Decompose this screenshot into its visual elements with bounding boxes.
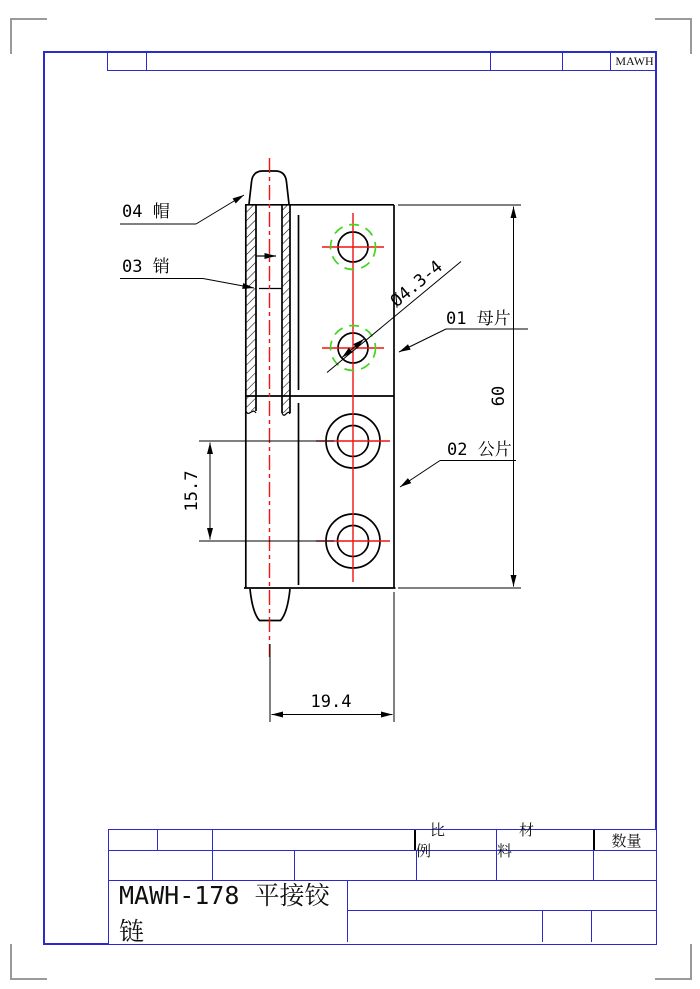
titleblock-cell [348, 881, 656, 911]
dimension-hole-diameter: Ø4.3-4 [386, 256, 447, 312]
dimension-leaf-height: 60 [489, 385, 509, 407]
titleblock-cell [348, 911, 542, 942]
part-label-cap: 04 帽 [122, 202, 170, 222]
quantity-label: 数量 [593, 830, 658, 850]
scale-label: 比 例 [414, 830, 496, 850]
titleblock-subrow [348, 911, 656, 942]
titleblock-right-group [348, 881, 656, 942]
titleblock-cell [109, 830, 157, 850]
part-label-pin: 03 销 [122, 257, 170, 277]
title-block-header-row [109, 823, 656, 860]
title-block-row [109, 880, 656, 946]
knuckle-hatch-left [246, 205, 255, 411]
titleblock-cell [157, 830, 212, 850]
knuckle-hatch-right [283, 205, 290, 413]
titleblock-cell [593, 851, 658, 880]
titleblock-cell [591, 911, 656, 942]
part-label-female-leaf: 01 母片 [446, 309, 511, 329]
titleblock-cell [212, 830, 414, 850]
titleblock-cell [416, 851, 496, 880]
drawing-title: MAWH-178 平接铰链 [109, 881, 348, 942]
part-outline [244, 171, 396, 621]
sheet-code: MAWH [615, 54, 654, 68]
titleblock-cell [496, 851, 593, 880]
title-block [108, 823, 657, 946]
titleblock-cell [542, 911, 591, 942]
material-label: 材 料 [496, 830, 593, 850]
dimension-hole-spacing: 15.7 [182, 470, 202, 512]
dimension-leaf-width: 19.4 [310, 692, 352, 712]
part-label-male-leaf: 02 公片 [447, 440, 512, 460]
